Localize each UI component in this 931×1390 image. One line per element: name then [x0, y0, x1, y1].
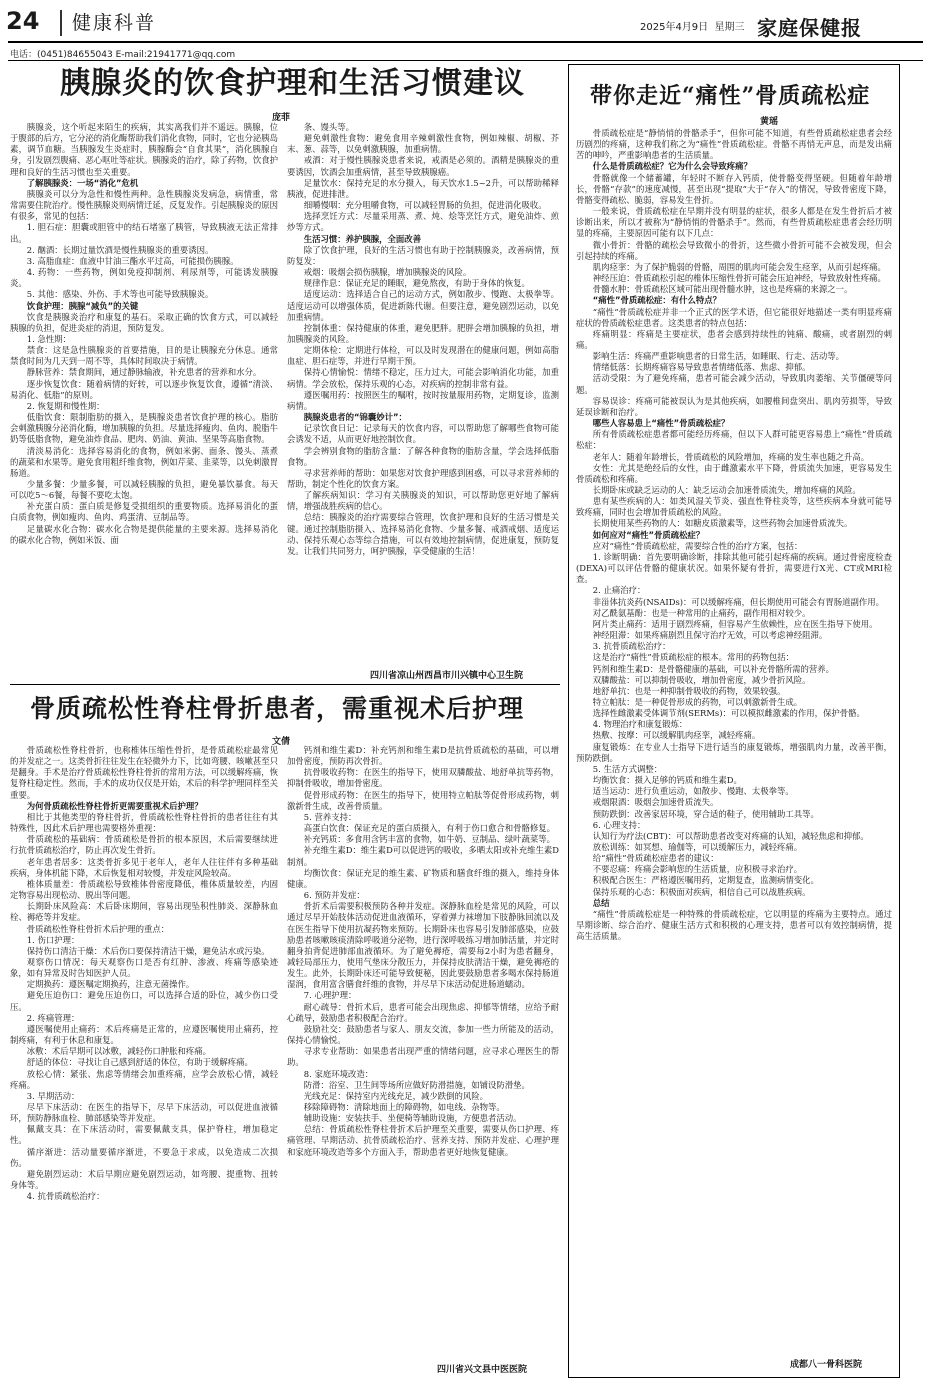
- paragraph: 神经阻滞：如果疼痛剧烈且保守治疗无效，可以考虑神经阻滞。: [592, 630, 828, 641]
- paragraph: 适当运动：进行负重运动，如散步、慢跑、太极拳等。: [592, 786, 794, 797]
- subheading: 胰腺炎患者的“锦囊妙计”：: [303, 412, 407, 423]
- masthead-rule: [8, 41, 923, 43]
- paragraph: 足量碳水化合物：碳水化合物是提供能量的主要来源。选择易消化的碳水化合物，例如米饭、面: [10, 523, 278, 545]
- paragraph: 2. 止痛治疗：: [592, 585, 646, 596]
- paragraph: 少量多餐：少量多餐，可以减轻胰腺的负担，避免暴饮暴食。每天可以吃5～6餐，每餐不要吃太饱。: [10, 479, 278, 501]
- paragraph: 钙剂和维生素D：是骨骼健康的基础，可以补充骨骼所需的营养。: [592, 663, 835, 674]
- section-name: 健康科普: [72, 12, 157, 34]
- paragraph: 非甾体抗炎药(NSAIDs)：可以缓解疼痛，但长期使用可能会有胃肠道副作用。: [592, 596, 885, 607]
- paragraph: 钙剂和维生素D：补充钙剂和维生素D是抗骨质疏松的基础，可以增加骨密度，预防再次骨折。: [287, 745, 559, 767]
- paragraph: 冰敷：术后早期可以冰敷，减轻伤口肿胀和疼痛。: [26, 1046, 212, 1057]
- paragraph: 长期卧床风险高：术后卧床期间，容易出现坠积性肺炎、深静脉血栓、褥疮等并发症。: [10, 901, 278, 923]
- paragraph: 除了饮食护理，良好的生活习惯也有助于控制胰腺炎，改善病情，预防复发：: [287, 244, 559, 266]
- paragraph: 长期卧床或缺乏运动的人：缺乏运动会加速骨质流失，增加疼痛的风险。: [592, 485, 861, 495]
- paragraph: 特立帕肽：是一种促骨形成的药物，可以刺激新骨生成。: [592, 696, 803, 707]
- paragraph: 椎体质量差：骨质疏松导致椎体骨密度降低，椎体质量较差，内固定物容易出现松动、脱出等问题。: [10, 878, 278, 901]
- paragraph: 骨折术后需要积极预防各种并发症。深静脉血栓是常见的风险，可以通过尽早开始肢体活动促进血液循环，穿着弹力袜增加下肢静脉回流以及在医生指导下使用抗凝药物来预防。长期卧床也容易引发肺部感染，应鼓励患者咳嗽咳痰清除呼吸道分泌物，进行深呼吸练习增加肺活量，并定时翻身拍背促进肺部血液循环。为了避免褥疮，需要每2小时为患者翻身，减轻局部压力，使用气垫床分散压力，并保持皮肤清洁干燥，避免褥疮的发生。此外，长期卧床还可能导致便秘，因此要鼓励患者多喝水保持肠道湿润，食用富含膳食纤维的食物，并尽早下床活动促进肠道蠕动。: [287, 901, 559, 990]
- paragraph: 骨质疏松症是“静悄悄的骨骼杀手”，但你可能不知道，有些骨质疏松症患者会经历剧烈的疼痛，这种我们称之为“痛性”骨质疏松症。骨骼不再悄无声息，而是发出痛苦的呻吟，严重影响患者的生活质量。: [576, 128, 892, 161]
- paragraph: 放松心情：紧张、焦虑等情绪会加重疼痛，应学会放松心情，减轻疼痛。: [10, 1068, 278, 1090]
- paragraph: 地舒单抗：也是一种抑制骨吸收的药物，效果较强。: [592, 685, 786, 696]
- paragraph: 2. 疼痛管理：: [26, 1012, 80, 1023]
- article2-column-1: [10, 745, 278, 1377]
- paragraph: 记录饮食日记：记录每天的饮食内容，可以帮助您了解哪些食物可能会诱发不适，从而更好地控制饮食。: [287, 423, 559, 445]
- paragraph: 2. 恢复期和慢性期：: [26, 400, 105, 411]
- paragraph: 学会辨别食物的脂肪含量：了解各种食物的脂肪含量，学会选择低脂食物。: [287, 445, 559, 467]
- article1-title: 胰腺炎的饮食护理和生活习惯建议: [60, 66, 525, 101]
- paragraph: 积极配合医生：严格遵医嘱用药，定期复查，监测病情变化。: [592, 875, 819, 886]
- paragraph: 控制体重：保持健康的体重，避免肥胖。肥胖会增加胰腺的负担，增加胰腺炎的风险。: [287, 322, 559, 344]
- paragraph: 骨质疏松的基础病：骨质疏松是骨折的根本原因，术后需要继续进行抗骨质疏松治疗，防止再次发生骨折。: [10, 834, 278, 856]
- weekday-text: 星期三: [714, 22, 745, 33]
- paragraph: 5. 生活方式调整：: [592, 763, 663, 774]
- paragraph: “痛性”骨质疏松症并非一个正式的医学术语，但它能很好地描述一类有明显疼痛症状的骨质疏松症患者。这类患者的特点包括：: [576, 306, 892, 328]
- paragraph: 这是治疗“痛性”骨质疏松症的根本。常用的药物包括：: [592, 652, 794, 663]
- paragraph: 逐步恢复饮食：随着病情的好转，可以逐步恢复饮食，遵循“清淡、易消化、低脂”的原则。: [10, 378, 278, 400]
- paragraph: 均衡饮食：保证充足的维生素、矿物质和膳食纤维的摄入，维持身体健康。: [287, 867, 559, 889]
- contact-rule: [8, 60, 923, 61]
- paragraph: “痛性”骨质疏松症是一种特殊的骨质疏松症，它以明显的疼痛为主要特点。通过早期诊断、综合治疗、健康生活方式和积极的心理支持，患者可以有效控制病情，提高生活质量。: [576, 908, 892, 942]
- subheading: 什么是骨质疏松症？它为什么会导致疼痛？: [592, 161, 752, 172]
- paragraph: 鼓励社交：鼓励患者与家人、朋友交流，参加一些力所能及的活动，保持心情愉悦。: [287, 1023, 559, 1046]
- issue-date: [640, 18, 745, 33]
- paragraph: 一般来说，骨质疏松症在早期并没有明显的症状，很多人都是在发生骨折后才被诊断出来，所以才被称为“静悄悄的骨骼杀手”。然而，有些骨质疏松症患者会经历明显的疼痛，主要原因可能有以下几点：: [576, 206, 892, 239]
- paragraph: 低脂饮食：限制脂肪的摄入，是胰腺炎患者饮食护理的核心。脂肪会刺激胰腺分泌消化酶，增加胰腺的负担。尽量选择瘦肉、鱼肉、脱脂牛奶等低脂食物，避免油炸食品、肥肉、奶油、黄油、坚果等高脂食物。: [10, 412, 278, 445]
- paragraph: 女性：尤其是绝经后的女性，由于雌激素水平下降，骨质流失加速，更容易发生骨质疏松和疼痛。: [576, 462, 892, 484]
- paragraph: 不要忍痛：疼痛会影响您的生活质量，应积极寻求治疗。: [592, 864, 803, 875]
- paragraph: 预防跌倒：改善家居环境，穿合适的鞋子，使用辅助工具等。: [592, 808, 819, 819]
- paragraph: 寻求专业帮助：如果患者出现严重的情绪问题，应寻求心理医生的帮助。: [287, 1046, 559, 1068]
- paragraph: 尽早下床活动：在医生的指导下，尽早下床活动，可以促进血液循环，预防静脉血栓、肺部感染等并发症。: [10, 1102, 278, 1124]
- paragraph: 给“痛性”骨质疏松症患者的建议：: [592, 853, 719, 864]
- paragraph: 康复锻炼：在专业人士指导下进行适当的康复锻炼，增强肌肉力量，改善平衡，预防跌倒。: [576, 741, 892, 763]
- paragraph: 患有某些疾病的人：如类风湿关节炎、强直性脊柱炎等，这些疾病本身就可能导致疼痛，同时也会增加骨质疏松的风险。: [576, 496, 892, 518]
- paragraph: 容易误诊：疼痛可能被误认为是其他疾病，如腰椎间盘突出、肌肉劳损等，导致延误诊断和治疗。: [576, 395, 892, 417]
- paragraph: 认知行为疗法(CBT)：可以帮助患者改变对疼痛的认知，减轻焦虑和抑郁。: [592, 830, 869, 841]
- paragraph: 总结：骨质疏松性脊柱骨折术后护理至关重要，需要从伤口护理、疼痛管理、早期活动、抗骨质疏松治疗、营养支持、预防并发症、心理护理和家庭环境改造等多个方面入手，帮助患者更好地恢复健康。: [287, 1124, 559, 1157]
- header-divider: [60, 10, 62, 36]
- paragraph: 适度运动：选择适合自己的运动方式，例如散步、慢跑、太极拳等。适度运动可以增强体质，促进新陈代谢。但要注意，避免剧烈运动，以免加重病情。: [287, 289, 559, 322]
- article2-title: 骨质疏松性脊柱骨折患者，需重视术后护理: [30, 694, 525, 723]
- paragraph: 2. 酗酒：长期过量饮酒是慢性胰腺炎的重要诱因。: [26, 244, 214, 255]
- paragraph: 遵医嘱用药：按照医生的嘱咐，按时按量服用药物，定期复诊，监测病情。: [287, 389, 559, 411]
- contact-line: 电话：(0451)84655043 E-mail:21941771@qq.com: [10, 50, 236, 60]
- subheading: 如何应对“痛性”骨质疏松症？: [592, 529, 705, 540]
- paragraph: 保持心情愉悦：情绪不稳定，压力过大，可能会影响消化功能，加重病情。学会放松，保持乐观的心态，对疾病的控制非常有益。: [287, 367, 559, 389]
- paragraph: 辅助设施：安装扶手、坐便椅等辅助设施，方便患者活动。: [303, 1113, 522, 1124]
- paragraph: 双膦酸盐：可以抑制骨吸收，增加骨密度，减少骨折风险。: [592, 674, 811, 685]
- paragraph: 7. 心理护理：: [303, 990, 357, 1001]
- paragraph: 清淡易消化：选择容易消化的食物，例如米粥、面条、馒头、蒸煮的蔬菜和水果等。避免食用粗纤维食物，例如芹菜、韭菜等，以免刺激胃肠道。: [10, 445, 278, 478]
- article2-affiliation: 四川省兴文县中医医院: [437, 1365, 528, 1375]
- article-divider: [10, 684, 560, 685]
- paragraph: 放松训练：如冥想、瑜伽等，可以缓解压力，减轻疼痛。: [592, 842, 803, 852]
- paragraph: 戒烟：吸烟会损伤胰腺，增加胰腺炎的风险。: [303, 267, 472, 278]
- paragraph: 饮食是胰腺炎治疗和康复的基石。采取正确的饮食方式，可以减轻胰腺的负担，促进炎症的消退，预防复发。: [10, 311, 278, 333]
- paragraph: 保持乐观的心态：积极面对疾病，相信自己可以战胜疾病。: [592, 886, 811, 897]
- paragraph: 应对“痛性”骨质疏松症，需要综合性的治疗方案，包括：: [592, 540, 803, 551]
- article2-column-2: [287, 745, 559, 1357]
- subheading: 为何骨质疏松性脊柱骨折更需要重视术后护理？: [26, 800, 203, 811]
- paragraph: 骨质疏松性脊柱骨折，也称椎体压缩性骨折，是骨质疏松症最常见的并发症之一。这类骨折往往发生在轻微外力下，比如弯腰、咳嗽甚至只是翻身。手术是治疗骨质疏松性脊柱骨折的常用方法，可以缓解疼痛，恢复脊柱稳定性。然而，手术的成功仅仅是开始，术后的科学护理同样至关重要。: [10, 745, 278, 800]
- subheading: 生活习惯：养护胰腺，全面改善: [303, 233, 422, 244]
- paragraph: 循序渐进：活动量要循序渐进，不要急于求成，以免造成二次损伤。: [10, 1146, 278, 1168]
- paragraph: 光线充足：保持室内光线充足，减少跌倒的风险。: [303, 1090, 489, 1101]
- paragraph: 4. 药物：一些药物，例如免疫抑制剂、利尿剂等，可能诱发胰腺炎。: [10, 267, 278, 289]
- paragraph: 3. 高脂血症：血液中甘油三酯水平过高，可能损伤胰腺。: [26, 255, 239, 266]
- paragraph: 耐心疏导：骨折术后，患者可能会出现焦虑、抑郁等情绪，应给予耐心疏导，鼓励患者积极配合治疗。: [287, 1001, 559, 1023]
- paragraph: 1. 伤口护理：: [26, 934, 80, 945]
- paragraph: 疼痛明显：疼痛是主要症状，患者会感到持续性的钝痛、酸痛，或者剧烈的刺痛。: [576, 328, 892, 350]
- paragraph: 补充蛋白质：蛋白质是修复受损组织的重要物质。选择易消化的蛋白质食物，例如瘦肉、鱼肉、鸡蛋清、豆制品等。: [10, 501, 278, 523]
- paragraph: 了解疾病知识：学习有关胰腺炎的知识，可以帮助您更好地了解病情，增强战胜疾病的信心。: [287, 490, 559, 512]
- paragraph: 6. 预防并发症：: [303, 890, 365, 901]
- paragraph: 总结：胰腺炎的治疗需要综合管理，饮食护理和良好的生活习惯是关键。通过控制脂肪摄入、选择易消化食物、少量多餐、戒酒戒烟、适度运动、保持乐观心态等综合措施，可以有效地控制病情，促进康复，预防复发。让我们共同努力，呵护胰腺，享受健康的生活！: [287, 512, 559, 556]
- paragraph: 避免剧烈运动：术后早期应避免剧烈运动，如弯腰、提重物、扭转身体等。: [10, 1168, 278, 1191]
- article3-author: 黄瑶: [760, 117, 779, 127]
- paragraph: 定期体检：定期进行体检，可以及时发现潜在的健康问题，例如高脂血症、胆石症等，并进行早期干预。: [287, 345, 559, 367]
- paragraph: 4. 抗骨质疏松治疗：: [26, 1191, 105, 1202]
- paragraph: 舒适的体位：寻找让自己感到舒适的体位，有助于缓解疼痛。: [26, 1057, 253, 1068]
- paragraph: 微小骨折：骨骼的疏松会导致微小的骨折，这些微小骨折可能不会被发现，但会引起持续的疼痛。: [576, 239, 892, 261]
- paragraph: 老年人：随着年龄增长，骨质疏松的风险增加，疼痛的发生率也随之升高。: [592, 451, 870, 462]
- paragraph: 补充维生素D：维生素D可以促进钙的吸收，多晒太阳或补充维生素D制剂。: [287, 845, 559, 867]
- paragraph: 神经压迫：骨质疏松引起的椎体压缩性骨折可能会压迫神经，导致放射性疼痛。: [592, 273, 886, 284]
- subheading: 总结: [592, 897, 610, 908]
- paragraph: 热敷、按摩：可以缓解肌肉痉挛，减轻疼痛。: [592, 730, 761, 741]
- paragraph: 骨骼就像一个储蓄罐，年轻时不断存入钙质，使骨骼变得坚硬。但随着年龄增长，骨骼“存款”的速度减慢，甚至出现“提取”大于“存入”的情况，导致骨密度下降，骨骼变得疏松、脆弱，容易发生骨折。: [576, 172, 892, 205]
- paragraph: 规律作息：保证充足的睡眠，避免熬夜，有助于身体的恢复。: [303, 278, 530, 289]
- subheading: 了解胰腺炎：一场“消化”危机: [26, 177, 139, 188]
- paragraph: 定期换药：遵医嘱定期换药，注意无菌操作。: [26, 979, 195, 990]
- paragraph: 所有骨质疏松症患者都可能经历疼痛，但以下人群可能更容易患上“痛性”骨质疏松症：: [576, 429, 892, 451]
- paragraph: 抗骨吸收药物：在医生的指导下，使用双膦酸盐、地舒单抗等药物，抑制骨吸收，增加骨密度。: [287, 767, 559, 789]
- paragraph: 4. 物理治疗和康复锻炼：: [592, 719, 688, 730]
- paragraph: 1. 急性期：: [26, 333, 71, 344]
- paragraph: 静脉营养：禁食期间，通过静脉输液，补充患者的营养和水分。: [26, 367, 262, 378]
- paragraph: 高蛋白饮食：保证充足的蛋白质摄入，有利于伤口愈合和骨骼修复。: [303, 823, 556, 834]
- paragraph: 避免刺激性食物：避免食用辛辣刺激性食物，例如辣椒、胡椒、芥末、葱、蒜等，以免刺激胰腺，加重病情。: [287, 133, 559, 155]
- paragraph: 移除障碍物：清除地面上的障碍物，如电线、杂物等。: [303, 1102, 505, 1112]
- paragraph: 1. 诊断明确：首先要明确诊断，排除其他可能引起疼痛的疾病。通过骨密度检查(DEXA)可以评估骨骼的健康状况。如果怀疑有骨折，需要进行X光、CT或MRI检查。: [576, 551, 892, 585]
- paragraph: 戒烟限酒：吸烟会加速骨质流失。: [592, 797, 719, 808]
- paragraph: 均衡饮食：摄入足够的钙质和维生素D。: [592, 775, 742, 786]
- paragraph: 避免压迫伤口：避免压迫伤口，可以选择合适的卧位，减少伤口受压。: [10, 990, 278, 1012]
- paragraph: 肌肉痉挛：为了保护脆弱的骨骼，周围的肌肉可能会发生痉挛，从而引起疼痛。: [592, 261, 886, 272]
- subheading: “痛性”骨质疏松症：有什么特点？: [592, 295, 722, 306]
- paragraph: 禁食：这是急性胰腺炎的首要措施，目的是让胰腺充分休息。通常禁食时间为几天到一周不等，具体时间取决于病情。: [10, 345, 278, 367]
- article1-column-2: [287, 122, 559, 662]
- paragraph: 佩戴支具：在下床活动时，需要佩戴支具，保护脊柱，增加稳定性。: [10, 1124, 278, 1146]
- paragraph: 8. 家庭环境改造：: [303, 1068, 374, 1079]
- paragraph: 影响生活：疼痛严重影响患者的日常生活，如睡眠、行走、活动等。: [592, 351, 845, 362]
- paragraph: 活动受限：为了避免疼痛，患者可能会减少活动，导致肌肉萎缩、关节僵硬等问题。: [576, 373, 892, 395]
- paragraph: 骨质疏松性脊柱骨折术后护理的重点：: [26, 923, 170, 934]
- paragraph: 相比于其他类型的脊柱骨折，骨质疏松性脊柱骨折的患者往往有其特殊性，因此术后护理也需要格外重视：: [10, 811, 278, 834]
- paragraph: 长期使用某些药物的人：如糖皮质激素等，这些药物会加速骨质流失。: [592, 518, 853, 529]
- paragraph: 防滑：浴室、卫生间等场所应做好防滑措施，如铺设防滑垫。: [303, 1079, 530, 1090]
- article1-author: 庞菲: [272, 113, 291, 123]
- paragraph: 3. 早期活动：: [26, 1090, 80, 1101]
- paragraph: 5. 其他：感染、外伤、手术等也可能导致胰腺炎。: [26, 289, 214, 300]
- paragraph: 戒酒：对于慢性胰腺炎患者来说，戒酒是必须的。酒精是胰腺炎的重要诱因，饮酒会加重病情，甚至导致胰腺癌。: [287, 155, 559, 177]
- subheading: 饮食护理：胰腺“减负”的关键: [26, 300, 139, 311]
- article3-title: 带你走近“痛性”骨质疏松症: [590, 83, 871, 109]
- article3-affiliation: 成都八一骨科医院: [790, 1360, 863, 1370]
- page-number: 24: [6, 7, 40, 35]
- paragraph: 1. 胆石症：胆囊或胆管中的结石堵塞了胰管，导致胰液无法正常排出。: [10, 222, 278, 244]
- paragraph: 胰腺炎可以分为急性和慢性两种。急性胰腺炎发病急，病情重，常常需要住院治疗。慢性胰腺炎则病情迁延，反复发作。引起胰腺炎的原因有很多，常见的包括：: [10, 188, 278, 222]
- paragraph: 胰腺炎，这个听起来陌生的疾病，其实离我们并不遥远。胰腺，位于腹部的后方，它分泌的消化酶帮助我们消化食物，同时，它也分泌胰岛素，调节血糖。当胰腺发生炎症时，胰腺酶会“自食其果”，消化胰腺自身，引发剧烈腹痛、恶心呕吐等症状。胰腺炎的治疗，除了药物，饮食护理和良好的生活习惯也至关重要。: [10, 122, 278, 177]
- date-text: 2025年4月9日: [640, 22, 709, 33]
- paragraph: 选择性雌激素受体调节剂(SERMs)：可以模拟雌激素的作用，保护骨骼。: [592, 708, 865, 719]
- paragraph: 阿片类止痛药：适用于剧烈疼痛，但容易产生依赖性，应在医生指导下使用。: [592, 618, 878, 629]
- article2-author: 文倩: [272, 737, 291, 747]
- paper-name: 家庭保健报: [757, 16, 862, 40]
- paragraph: 补充钙质：多食用含钙丰富的食物，如牛奶、豆制品、绿叶蔬菜等。: [303, 834, 556, 845]
- paragraph: 情绪低落：长期疼痛容易导致患者情绪低落、焦虑、抑郁。: [592, 362, 811, 373]
- paragraph: 6. 心理支持：: [592, 819, 646, 830]
- paragraph: 骨髓水肿：骨质疏松区域可能出现骨髓水肿，这也是疼痛的来源之一。: [592, 284, 853, 295]
- paragraph: 5. 营养支持：: [303, 811, 357, 822]
- paragraph: 寻求营养师的帮助：如果您对饮食护理感到困惑，可以寻求营养师的帮助，制定个性化的饮食方案。: [287, 467, 559, 489]
- paragraph: 细嚼慢咽：充分咀嚼食物，可以减轻胃肠的负担，促进消化吸收。: [303, 200, 547, 211]
- paragraph: 促骨形成药物：在医生的指导下，使用特立帕肽等促骨形成药物，刺激新骨生成，改善骨质量。: [287, 789, 559, 811]
- paragraph: 对乙酰氨基酚：也是一种常用的止痛药，副作用相对较少。: [592, 607, 811, 618]
- paragraph: 观察伤口情况：每天观察伤口是否有红肿、渗液、疼痛等感染迹象，如有异常及时告知医护人员。: [10, 956, 278, 979]
- paragraph: 3. 抗骨质疏松治疗：: [592, 641, 671, 652]
- paragraph: 老年患者居多：这类骨折多见于老年人，老年人往往伴有多种基础疾病，身体机能下降，术后恢复相对较慢，并发症风险较高。: [10, 856, 278, 878]
- article1-affiliation: 四川省凉山州西昌市川兴镇中心卫生院: [370, 671, 524, 681]
- paragraph: 保持伤口清洁干燥：术后伤口要保持清洁干燥，避免沾水或污染。: [26, 945, 270, 956]
- paragraph: 遵医嘱使用止痛药：术后疼痛是正常的，应遵医嘱使用止痛药，控制疼痛，有利于休息和康复。: [10, 1023, 278, 1046]
- article1-column-1: [10, 122, 278, 678]
- subheading: 哪些人容易患上“痛性”骨质疏松症？: [592, 418, 730, 429]
- paragraph: 足量饮水：保持充足的水分摄入，每天饮水1.5~2升，可以帮助稀释胰液，促进排泄。: [287, 177, 559, 199]
- paragraph: 选择烹饪方式：尽量采用蒸、煮、炖、烩等烹饪方式，避免油炸、煎炒等方式。: [287, 211, 559, 233]
- paragraph: 条、馒头等。: [303, 122, 355, 132]
- article3-body: [576, 128, 892, 1350]
